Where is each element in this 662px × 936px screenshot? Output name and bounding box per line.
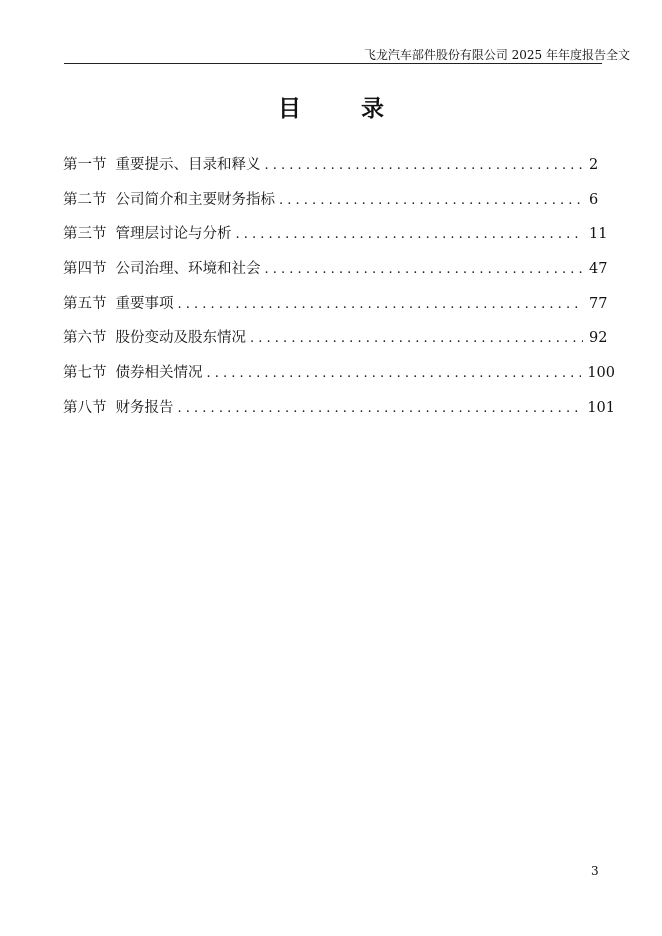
toc-dot-leader xyxy=(250,331,583,346)
toc-page-number: 2 xyxy=(589,157,599,173)
toc-section-name: 股份变动及股东情况 xyxy=(115,330,246,347)
toc-dot-leader xyxy=(178,401,582,416)
toc-title: 目 录 xyxy=(277,95,410,122)
toc-section-number: 第六节 xyxy=(63,330,107,347)
toc-entry[interactable] xyxy=(63,292,615,327)
toc-section-name: 公司治理、环境和社会 xyxy=(115,261,261,278)
toc-section-number: 第三节 xyxy=(63,226,107,243)
toc-dot-leader xyxy=(265,262,584,277)
toc-dot-leader xyxy=(279,193,583,208)
toc-section-number: 第八节 xyxy=(63,399,107,416)
toc-section-name: 公司简介和主要财务指标 xyxy=(115,191,275,208)
toc-page-number: 6 xyxy=(589,191,599,208)
toc-section-number: 第七节 xyxy=(63,365,107,382)
toc-dot-leader xyxy=(178,297,584,312)
toc-section-number: 第五节 xyxy=(63,295,107,312)
toc-page-number: 100 xyxy=(587,365,615,382)
toc-entry[interactable] xyxy=(63,396,615,431)
toc-dot-leader xyxy=(207,366,582,381)
toc-page-number: 11 xyxy=(589,226,608,243)
toc-section-number: 第一节 xyxy=(63,157,107,173)
toc-page-number: 77 xyxy=(589,295,608,312)
toc-section-number: 第四节 xyxy=(63,261,107,278)
toc-section-name: 重要事项 xyxy=(115,295,174,312)
toc-section-name: 债券相关情况 xyxy=(115,365,203,382)
toc-dot-leader xyxy=(236,227,584,242)
toc-entry[interactable] xyxy=(63,153,615,188)
toc-entry[interactable] xyxy=(63,257,615,292)
toc-entry[interactable] xyxy=(63,222,615,257)
toc-page-number: 101 xyxy=(587,399,615,416)
toc-section-name: 管理层讨论与分析 xyxy=(115,226,232,243)
header-divider xyxy=(64,63,602,64)
toc-entry[interactable] xyxy=(63,361,615,396)
table-of-contents xyxy=(63,153,615,431)
page-number: 3 xyxy=(591,864,599,878)
toc-dot-leader xyxy=(265,158,584,173)
toc-page-number: 47 xyxy=(589,261,608,278)
toc-page-number: 92 xyxy=(589,330,608,347)
toc-entry[interactable] xyxy=(63,188,615,223)
toc-section-name: 财务报告 xyxy=(115,399,174,416)
toc-section-name: 重要提示、目录和释义 xyxy=(115,157,261,173)
toc-entry[interactable] xyxy=(63,326,615,361)
toc-section-number: 第二节 xyxy=(63,191,107,208)
running-header: 飞龙汽车部件股份有限公司 2025 年年度报告全文 xyxy=(363,48,630,62)
